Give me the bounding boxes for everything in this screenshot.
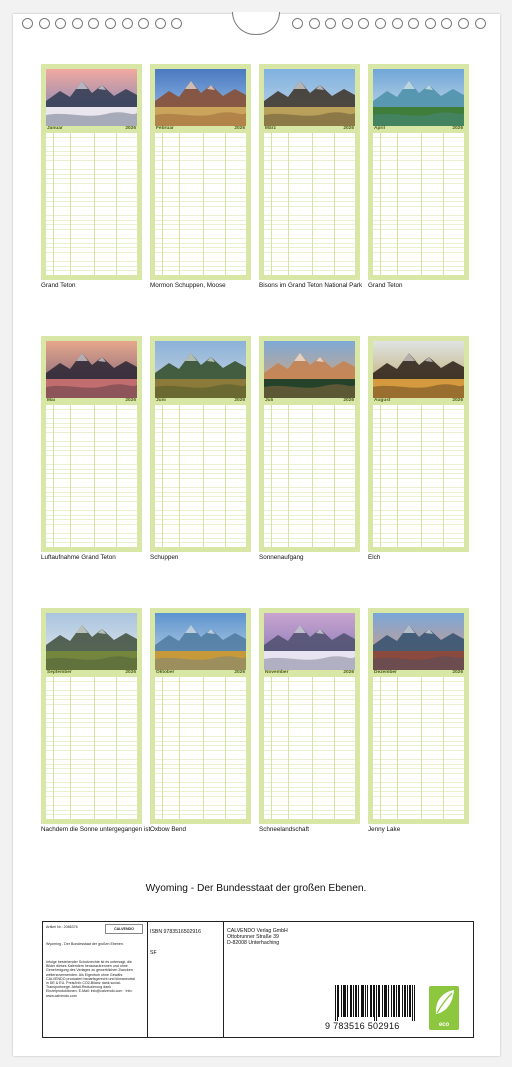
month-caption: Schuppen: [150, 554, 179, 561]
month-photo: [155, 613, 246, 670]
month-name: September: [47, 670, 72, 675]
month-panel: [150, 336, 251, 552]
month-year: 2026: [125, 126, 136, 131]
info-column-legal: [43, 922, 148, 1037]
month-name: August: [374, 398, 391, 403]
month-name: Dezember: [374, 670, 397, 675]
publisher-street: Ottobrunner Straße 39: [227, 934, 279, 940]
month-name: Mai: [47, 398, 55, 403]
month-caption: Oxbow Bend: [150, 826, 187, 833]
binding-hole: [138, 18, 149, 29]
month-year: 2026: [125, 398, 136, 403]
month-header: [264, 670, 355, 677]
binding-hole: [22, 18, 33, 29]
publisher-name: CALVENDO Verlag GmbH: [227, 928, 288, 934]
binding-hole: [375, 18, 386, 29]
day-grid: [46, 405, 137, 547]
month-name: Oktober: [156, 670, 175, 675]
binding-hole: [122, 18, 133, 29]
month-panel: [259, 64, 360, 280]
month-name: Januar: [47, 126, 63, 131]
binding-hole: [55, 18, 66, 29]
month-caption: Grand Teton: [41, 282, 76, 289]
month-name: Juli: [265, 398, 274, 403]
publisher-logo: CALVENDO: [105, 924, 143, 934]
month-name: November: [265, 670, 289, 675]
month-caption: Sonnenaufgang: [259, 554, 304, 561]
month-caption: Bisons im Grand Teton National Park: [259, 282, 363, 289]
month-header: [373, 126, 464, 133]
month-header: [155, 126, 246, 133]
month-caption: Luftaufnahme Grand Teton: [41, 554, 116, 561]
month-year: 2026: [343, 398, 354, 403]
publisher-city: D-82008 Unterhaching: [227, 940, 280, 946]
barcode-bars: [335, 985, 415, 1021]
month-photo: [46, 613, 137, 670]
month-year: 2026: [452, 398, 463, 403]
calendar-title: Wyoming - Der Bundesstaat der großen Ebenen.: [145, 883, 367, 894]
month-photo: [264, 341, 355, 398]
month-header: [373, 398, 464, 405]
day-grid: [373, 405, 464, 547]
product-title-small: Wyoming - Der Bundesstaat der großen Ebenen.: [46, 942, 124, 946]
barcode: [325, 985, 419, 1031]
binding-hole: [425, 18, 436, 29]
binding-hole: [475, 18, 486, 29]
month-photo: [264, 69, 355, 126]
binding-hole: [88, 18, 99, 29]
month-header: [46, 398, 137, 405]
binding-hole: [309, 18, 320, 29]
month-photo: [46, 69, 137, 126]
info-box: [42, 921, 474, 1038]
month-header: [155, 670, 246, 677]
leaf-icon: [429, 986, 459, 1020]
month-header: [264, 126, 355, 133]
binding-hole: [342, 18, 353, 29]
month-year: 2026: [234, 126, 245, 131]
day-grid: [264, 133, 355, 275]
binding-hole: [39, 18, 50, 29]
month-photo: [373, 69, 464, 126]
eco-label: eco: [438, 1022, 450, 1028]
month-year: 2026: [452, 670, 463, 675]
binding-hole: [105, 18, 116, 29]
month-panel: [368, 608, 469, 824]
month-photo: [155, 69, 246, 126]
month-name: Juni: [156, 398, 166, 403]
binding-hole: [458, 18, 469, 29]
binding-hole: [292, 18, 303, 29]
binding-hole: [72, 18, 83, 29]
month-caption: Mormon Schuppen, Moose: [150, 282, 226, 289]
month-photo: [264, 613, 355, 670]
binding-hole: [171, 18, 182, 29]
month-photo: [373, 341, 464, 398]
month-photo: [373, 613, 464, 670]
month-photo: [155, 341, 246, 398]
day-grid: [264, 405, 355, 547]
month-panel: [259, 608, 360, 824]
info-column-publisher: [223, 922, 473, 1037]
binding-hole: [358, 18, 369, 29]
month-panel: [41, 336, 142, 552]
binding-hole: [392, 18, 403, 29]
month-panel: [368, 336, 469, 552]
month-year: 2026: [343, 126, 354, 131]
month-panel: [259, 336, 360, 552]
day-grid: [373, 133, 464, 275]
month-panel: [150, 64, 251, 280]
month-caption: Grand Teton: [368, 282, 403, 289]
day-grid: [264, 677, 355, 819]
day-grid: [373, 677, 464, 819]
month-name: April: [374, 126, 385, 131]
day-grid: [46, 677, 137, 819]
month-name: März: [265, 126, 276, 131]
binding-hole: [441, 18, 452, 29]
month-caption: Jenny Lake: [368, 826, 401, 833]
binding-hole: [408, 18, 419, 29]
day-grid: [155, 677, 246, 819]
isbn: ISBN 9783516502916: [150, 929, 202, 935]
day-grid: [155, 405, 246, 547]
month-year: 2026: [125, 670, 136, 675]
product-code: SF: [150, 950, 157, 956]
month-year: 2026: [234, 670, 245, 675]
article-number: Artikel Nr.: 2086376: [46, 925, 78, 929]
month-photo: [46, 341, 137, 398]
month-panel: [41, 64, 142, 280]
month-header: [373, 670, 464, 677]
month-header: [46, 126, 137, 133]
month-header: [264, 398, 355, 405]
month-header: [155, 398, 246, 405]
month-caption: Schneelandschaft: [259, 826, 310, 833]
month-name: Februar: [156, 126, 174, 131]
month-header: [46, 670, 137, 677]
month-year: 2026: [452, 126, 463, 131]
day-grid: [155, 133, 246, 275]
month-caption: Elch: [368, 554, 381, 561]
month-panel: [150, 608, 251, 824]
month-panel: [368, 64, 469, 280]
day-grid: [46, 133, 137, 275]
eco-badge: [429, 986, 459, 1030]
month-panel: [41, 608, 142, 824]
binding-hole: [325, 18, 336, 29]
month-caption: Nachdem die Sonne untergegangen ist: [41, 826, 151, 833]
legal-text: Infolge bestehender Schutzrechte ist es untersagt, die Bilder dieses Kalenders herauszutrennen und ohne Genehmigung des Verlages zu gewerblichen Zwecken weiterzuverwenden. Als Eigentum ohne Gewähr. CALVENDO produziert bedarfsgerecht und klimaneutral in DE & EU. Preis/Info CO2-Bilanz dank social- Transportwege. Abfall-Reduzierung dank Einzelproduktionen. E-Mail: info@calvendo.com · Info: www.calvendo.com: [46, 960, 135, 998]
month-year: 2026: [343, 670, 354, 675]
barcode-number: 9 783516 502916: [325, 1021, 400, 1031]
month-year: 2026: [234, 398, 245, 403]
binding-hole: [155, 18, 166, 29]
info-column-isbn: [147, 922, 224, 1037]
